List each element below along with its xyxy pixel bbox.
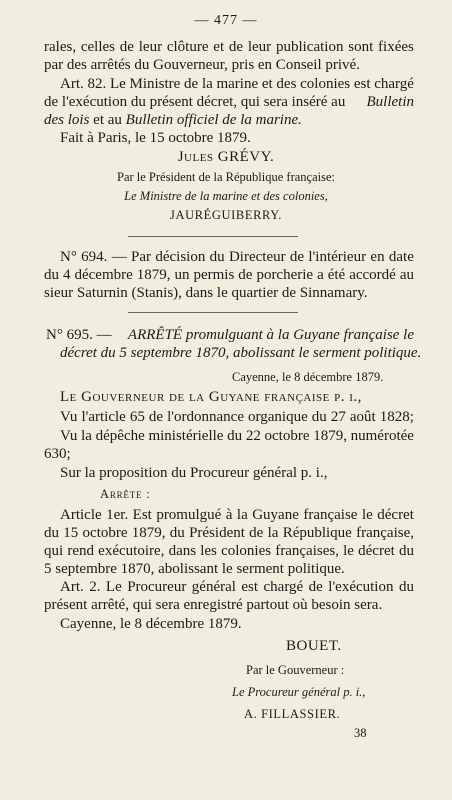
article-82-line-1: Art. 82. Le Ministre de la marine et des colonies est chargé <box>60 76 414 92</box>
minister-title: Le Ministre de la marine et des colonies, <box>124 189 328 203</box>
article-1-line-3: qui rend exécutoire, dans les colonies françaises, le décret du <box>44 543 414 559</box>
article-1-line-4: 5 septembre 1870, abolissant le serment politique. <box>44 561 345 577</box>
article-1-line-2: du 15 octobre 1879, du Président de la République française, <box>44 525 414 541</box>
minister-name: JAURÉGUIBERRY. <box>169 208 282 222</box>
page-number: — 477 — <box>194 13 258 28</box>
fait-a-paris: Fait à Paris, le 15 octobre 1879. <box>60 130 251 146</box>
procureur-name: A. FILLASSIER. <box>244 707 341 721</box>
section-divider-2 <box>128 312 298 313</box>
vu-line-2-continued: 630; <box>44 446 71 462</box>
closing-date: Cayenne, le 8 décembre 1879. <box>60 616 242 632</box>
notice-695-title-line-2: décret du 5 septembre 1870, abolissant le serment politique. <box>60 345 422 361</box>
notice-695-title-line-1: N° 695. — ARRÊTÉ promulguant à la Guyane française le <box>46 327 414 343</box>
arrete-heading: Arrête : <box>100 487 151 501</box>
article-2-line-2: présent arrêté, qui sera enregistré partout où besoin sera. <box>44 597 383 613</box>
procureur-title: Le Procureur général p. i., <box>232 685 366 699</box>
decree-line-1: rales, celles de leur clôture et de leur publication sont fixées <box>44 39 414 55</box>
article-82-line-3: des lois et au Bulletin officiel de la marine. <box>44 112 302 128</box>
signer-grevy: Jules GRÉVY. <box>177 149 275 165</box>
decree-line-2: par des arrêtés du Gouverneur, pris en Conseil privé. <box>44 57 360 73</box>
signer-bouet: BOUET. <box>286 638 342 654</box>
article-1-line-1: Article 1er. Est promulgué à la Guyane française le décret <box>60 507 414 523</box>
vu-line-2: Vu la dépêche ministérielle du 22 octobre 1879, numérotée <box>60 428 414 444</box>
article-82-line-2: de l'exécution du présent décret, qui sera inséré au Bulletin <box>44 94 414 110</box>
notice-694-line-1: N° 694. — Par décision du Directeur de l'intérieur en date <box>60 249 414 265</box>
notice-694-line-2: du 4 décembre 1879, un permis de porcherie a été accordé au <box>44 267 414 283</box>
article-2-line-1: Art. 2. Le Procureur général est chargé de l'exécution du <box>60 579 414 595</box>
notice-695-place-date: Cayenne, le 8 décembre 1879. <box>232 370 384 384</box>
by-governor: Par le Gouverneur : <box>246 663 345 677</box>
by-president: Par le Président de la République française: <box>117 170 335 184</box>
notice-694-line-3: sieur Saturnin (Stanis), dans le quartier de Sinnamary. <box>44 285 368 301</box>
signature-mark: 38 <box>354 726 367 740</box>
proposition-line: Sur la proposition du Procureur général p. i., <box>60 465 328 481</box>
gouverneur-line: Le Gouverneur de la Guyane française p. i., <box>60 389 362 405</box>
section-divider-1 <box>128 236 298 237</box>
vu-line-1: Vu l'article 65 de l'ordonnance organique du 27 août 1828; <box>60 409 414 425</box>
